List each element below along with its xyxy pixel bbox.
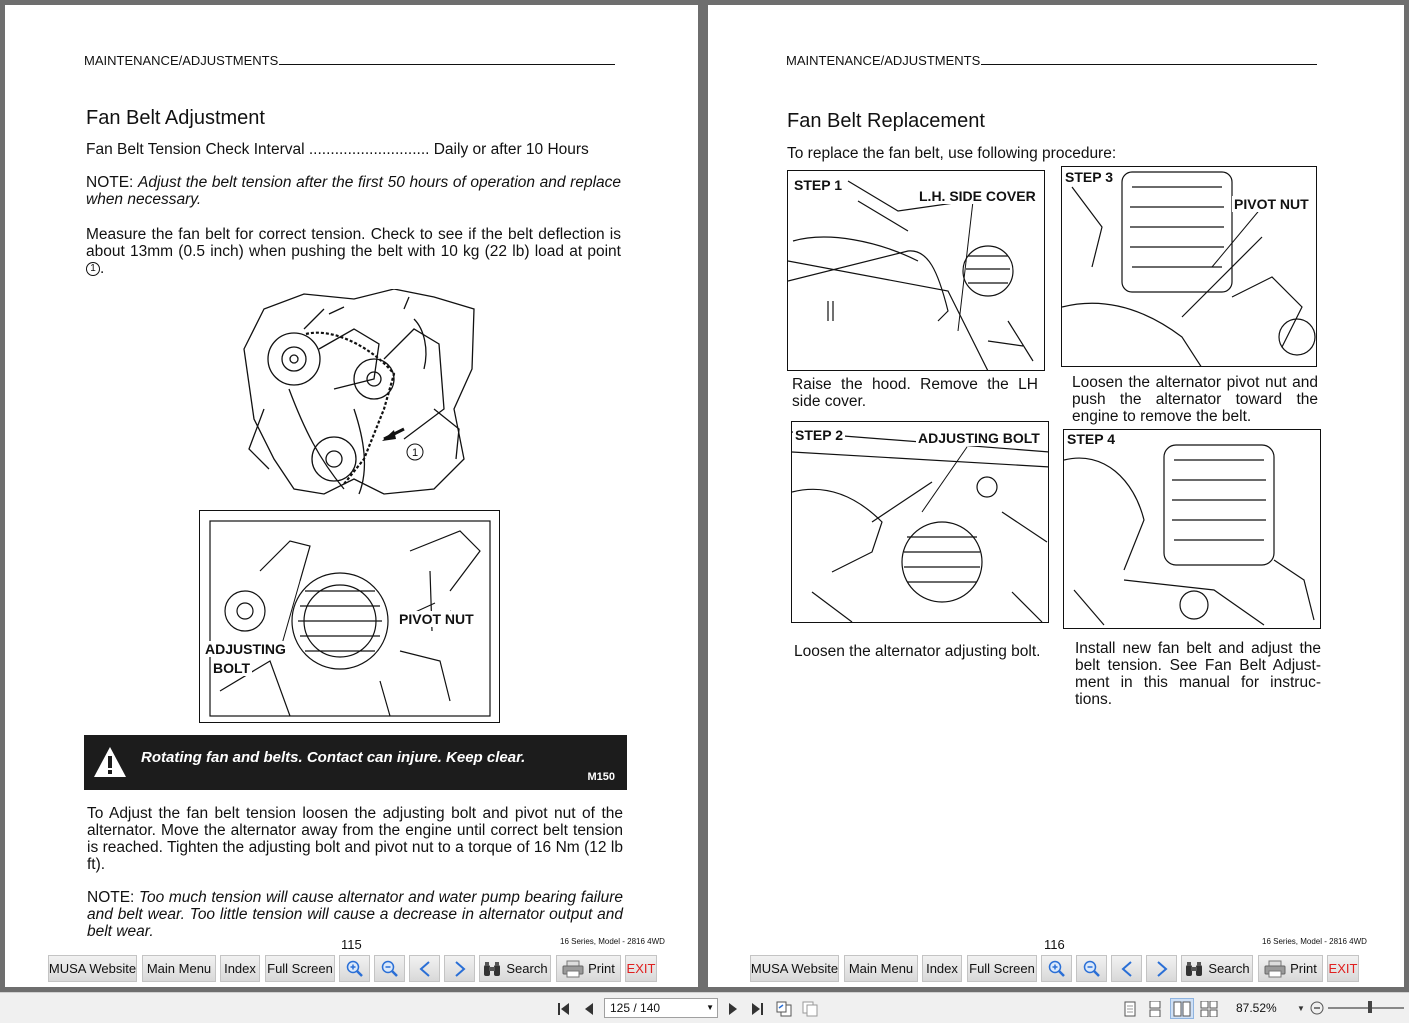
- button-label: Index: [224, 961, 256, 976]
- zoom-in-icon: [346, 960, 364, 978]
- button-label: Print: [1290, 961, 1317, 976]
- button-label: MUSA Website: [750, 961, 839, 976]
- step-label: STEP 4: [1067, 431, 1115, 447]
- step-2-caption: Loosen the alternator adjusting bolt.: [794, 643, 1041, 660]
- single-page-view-button[interactable]: [1120, 999, 1140, 1019]
- main-menu-button[interactable]: [142, 955, 216, 982]
- back-view-button[interactable]: [774, 1000, 794, 1018]
- last-page-icon: [750, 1002, 764, 1016]
- note-tension: [87, 889, 623, 940]
- step-4-caption: Install new fan belt and adjust the belt tension. See Fan Belt Adjust-ment in this manual for instruc-tions.: [1075, 640, 1321, 708]
- printer-icon: [1264, 960, 1286, 978]
- page-number-field[interactable]: [604, 998, 718, 1018]
- warning-message: Rotating fan and belts. Contact can injure. Keep clear.: [141, 749, 526, 766]
- note-label: NOTE:: [86, 174, 134, 191]
- model-label: 16 Series, Model - 2816 4WD: [1262, 937, 1367, 946]
- step-3-caption: Loosen the alternator pivot nut and push the alternator toward the engine to remove the belt.: [1072, 374, 1318, 425]
- interval-line: Fan Belt Tension Check Interval ............................ Daily or after 10 Hours: [86, 141, 589, 158]
- page-header: MAINTENANCE/ADJUSTMENTS: [84, 53, 615, 68]
- next-page-button[interactable]: [724, 1000, 742, 1018]
- zoom-slider[interactable]: [1328, 1006, 1404, 1010]
- zoom-level[interactable]: 87.52%: [1236, 1001, 1277, 1015]
- alternator-illustration: [199, 510, 500, 723]
- zoom-out-button[interactable]: [1076, 955, 1107, 982]
- two-page-view-button[interactable]: [1170, 998, 1194, 1019]
- search-button[interactable]: [1181, 955, 1253, 982]
- musa-website-button[interactable]: [750, 955, 839, 982]
- zoom-out-icon: [1083, 960, 1101, 978]
- step-1-figure: [787, 170, 1045, 371]
- page-number: 116: [1044, 937, 1065, 952]
- first-page-button[interactable]: [555, 1000, 573, 1018]
- zoom-dropdown-icon[interactable]: ▼: [1297, 1003, 1305, 1013]
- musa-website-button[interactable]: [48, 955, 137, 982]
- step-label: STEP 2: [795, 427, 843, 443]
- warning-icon: [92, 745, 128, 779]
- note-adjust: [86, 174, 621, 208]
- full-screen-button[interactable]: [967, 955, 1037, 982]
- arrow-left-icon: [1120, 960, 1134, 978]
- arrow-right-icon: [1155, 960, 1169, 978]
- adjust-paragraph: To Adjust the fan belt tension loosen the adjusting bolt and pivot nut of the alternator. Move the alternator away from the engine until correct belt tension is reached. Tighten the adjusting bolt and pivot nut to a torque of 16 Nm (12 lb ft).: [87, 805, 623, 873]
- zoom-in-button[interactable]: [1041, 955, 1072, 982]
- note-label: NOTE:: [87, 889, 135, 906]
- previous-page-button[interactable]: [409, 955, 440, 982]
- zoom-slider-track: [1328, 1007, 1404, 1009]
- step-1-caption: Raise the hood. Remove the LH side cover.: [792, 376, 1038, 410]
- pivot-nut-label: PIVOT NUT: [399, 611, 474, 627]
- step-4-figure: [1063, 429, 1321, 629]
- index-button[interactable]: [220, 955, 260, 982]
- exit-button[interactable]: [1327, 955, 1359, 982]
- arrow-right-icon: [453, 960, 467, 978]
- page-number-value: 125 / 140: [610, 1001, 661, 1015]
- minus-circle-icon: [1310, 1001, 1324, 1015]
- button-label: EXIT: [1328, 961, 1358, 976]
- previous-view-icon: [776, 1001, 792, 1017]
- step-2-figure: [791, 421, 1049, 623]
- print-button[interactable]: [556, 955, 621, 982]
- warning-code: M150: [587, 771, 615, 783]
- figure-callout-1: 1: [411, 447, 419, 459]
- step-callout: ADJUSTING BOLT: [918, 430, 1040, 446]
- next-view-icon: [802, 1001, 818, 1017]
- first-page-icon: [557, 1002, 571, 1016]
- binoculars-icon: [482, 960, 502, 978]
- button-label: Print: [588, 961, 615, 976]
- point-marker: 1: [86, 262, 100, 276]
- intro-text: To replace the fan belt, use following procedure:: [787, 145, 1117, 162]
- binoculars-icon: [1184, 960, 1204, 978]
- button-label: Index: [926, 961, 958, 976]
- button-label: Full Screen: [969, 961, 1035, 976]
- single-page-icon: [1124, 1001, 1136, 1017]
- section-title: Fan Belt Adjustment: [86, 107, 265, 129]
- print-button[interactable]: [1258, 955, 1323, 982]
- adjusting-label: ADJUSTING: [205, 641, 286, 657]
- model-label: 16 Series, Model - 2816 4WD: [560, 937, 665, 946]
- note-text: Too much tension will cause alternator and water pump bearing failure and belt wear. Too little tension will cause a decrease in alternator output and belt wear.: [87, 889, 623, 940]
- full-screen-button[interactable]: [265, 955, 335, 982]
- note-text: Adjust the belt tension after the first 50 hours of operation and replace when necessary.: [86, 174, 622, 208]
- engine-belt-illustration: [234, 289, 477, 501]
- step-label: STEP 3: [1065, 169, 1113, 185]
- step-callout: L.H. SIDE COVER: [919, 188, 1036, 204]
- arrow-left-icon: [418, 960, 432, 978]
- zoom-out-control[interactable]: [1309, 1000, 1325, 1016]
- prev-page-button[interactable]: [580, 1000, 598, 1018]
- right-page: [708, 5, 1404, 987]
- last-page-button[interactable]: [748, 1000, 766, 1018]
- zoom-in-button[interactable]: [339, 955, 370, 982]
- measure-text: Measure the fan belt for correct tension. Check to see if the belt deflection is about 13mm (0.5 inch) when pushing the belt with 10 kg (22 lb) load at point: [86, 226, 621, 260]
- zoom-slider-thumb[interactable]: [1368, 1001, 1372, 1013]
- section-title: Fan Belt Replacement: [787, 110, 985, 132]
- printer-icon: [562, 960, 584, 978]
- next-page-button[interactable]: [444, 955, 475, 982]
- zoom-out-icon: [381, 960, 399, 978]
- next-page-button[interactable]: [1146, 955, 1177, 982]
- page-header: MAINTENANCE/ADJUSTMENTS: [786, 53, 1317, 68]
- index-button[interactable]: [922, 955, 962, 982]
- search-button[interactable]: [479, 955, 551, 982]
- two-page-continuous-icon: [1200, 1001, 1218, 1017]
- continuous-page-icon: [1149, 1001, 1161, 1017]
- two-page-icon: [1173, 1001, 1191, 1017]
- button-label: Search: [1208, 961, 1250, 976]
- measure-paragraph: Measure the fan belt for correct tension. Check to see if the belt deflection is about 13mm (0.5 inch) when pushing the belt with 10 kg (22 lb) load at point 1 .: [86, 226, 621, 277]
- continuous-view-button[interactable]: [1145, 999, 1165, 1019]
- button-label: MUSA Website: [48, 961, 137, 976]
- left-page: [5, 5, 698, 987]
- chevron-down-icon[interactable]: ▼: [706, 1003, 714, 1012]
- button-label: Main Menu: [146, 961, 212, 976]
- button-label: EXIT: [626, 961, 656, 976]
- step-3-figure: [1061, 166, 1317, 367]
- button-label: Full Screen: [267, 961, 333, 976]
- step-callout: PIVOT NUT: [1234, 196, 1309, 212]
- two-page-continuous-button[interactable]: [1198, 999, 1220, 1019]
- forward-view-button[interactable]: [800, 1000, 820, 1018]
- triangle-left-icon: [582, 1002, 596, 1016]
- button-label: Search: [506, 961, 548, 976]
- viewer-status-bar: [0, 992, 1409, 1023]
- previous-page-button[interactable]: [1111, 955, 1142, 982]
- zoom-in-icon: [1048, 960, 1066, 978]
- warning-banner: [84, 735, 627, 790]
- zoom-out-button[interactable]: [374, 955, 405, 982]
- triangle-right-icon: [726, 1002, 740, 1016]
- exit-button[interactable]: [625, 955, 657, 982]
- button-label: Main Menu: [848, 961, 914, 976]
- step-label: STEP 1: [794, 177, 842, 193]
- page-number: 115: [341, 937, 362, 952]
- main-menu-button[interactable]: [844, 955, 918, 982]
- bolt-label: BOLT: [213, 660, 251, 676]
